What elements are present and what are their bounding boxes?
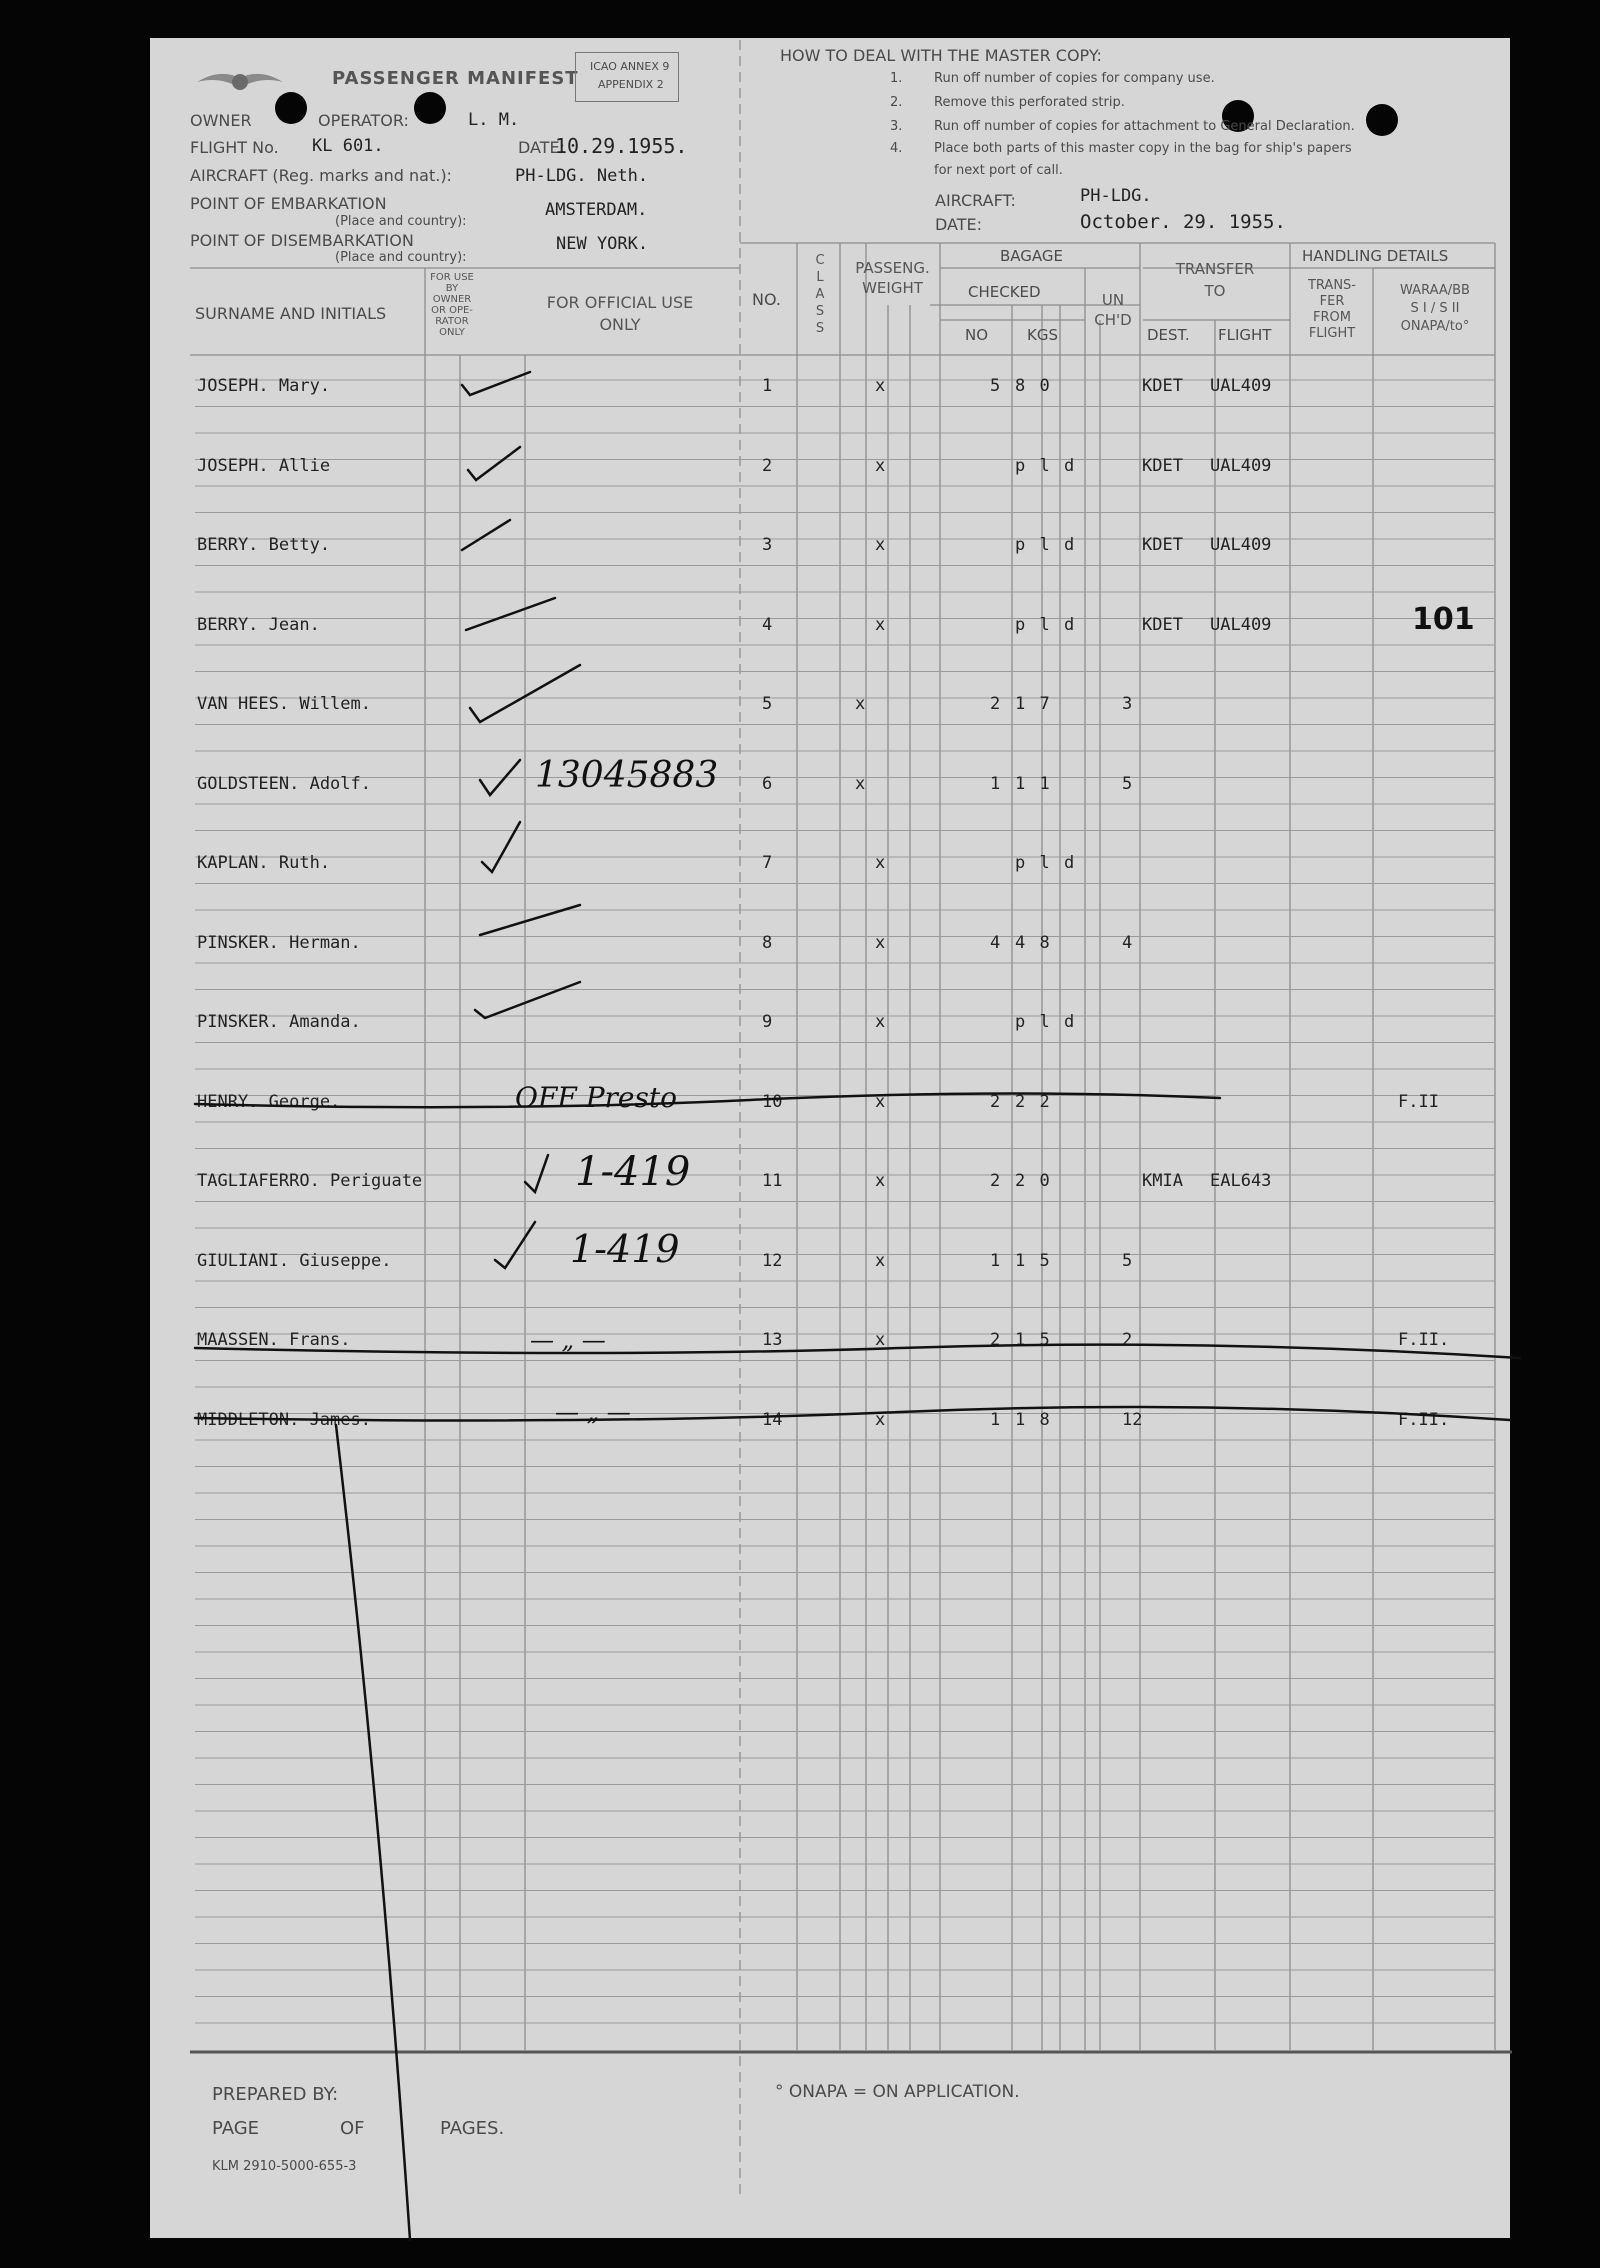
passenger-class: x	[855, 694, 866, 714]
passenger-name: GIULIANI. Giuseppe.	[197, 1250, 392, 1271]
passenger-class: x	[875, 455, 886, 476]
bag-kgs: 2 0	[1015, 1171, 1052, 1191]
col-kgs: KGS	[1027, 326, 1058, 344]
checkmark-icon	[462, 372, 530, 395]
handwritten-number: 13045883	[535, 755, 719, 796]
passenger-name: PINSKER. Herman.	[197, 932, 361, 953]
disembark-sub: (Place and country):	[335, 250, 467, 265]
bag-count: 1	[990, 1250, 1001, 1271]
checkmark-icon	[466, 598, 555, 630]
passenger-no: 1	[762, 376, 773, 396]
col-class-letter: C	[815, 253, 825, 268]
transfer-dest: KDET	[1142, 455, 1183, 476]
passenger-no: 12	[762, 1250, 783, 1271]
checkmark-icon	[482, 822, 520, 872]
strikethrough-line	[195, 1345, 1520, 1358]
passenger-name: KAPLAN. Ruth.	[197, 853, 331, 873]
col-transfer-line: TRANSFER	[1175, 260, 1255, 278]
checkmark-icon	[480, 905, 580, 935]
passenger-no: 13	[762, 1330, 783, 1350]
passenger-class: x	[855, 773, 866, 794]
bag-kgs: 1 5	[1015, 1330, 1052, 1350]
bag-unchecked: 12	[1122, 1409, 1143, 1430]
instruction-text: Remove this perforated strip.	[934, 95, 1125, 110]
bag-unchecked: 5	[1122, 773, 1133, 794]
col-passeng-line: WEIGHT	[862, 279, 923, 297]
instruction-text: Run off number of copies for company use.	[934, 71, 1215, 86]
bag-unchecked: 5	[1122, 1250, 1133, 1271]
checkmark-icon	[462, 520, 510, 550]
col-flight: FLIGHT	[1218, 326, 1272, 344]
col-passeng-line: PASSENG.	[855, 259, 930, 277]
passenger-class: x	[875, 1171, 886, 1191]
onapa-note: ° ONAPA = ON APPLICATION.	[775, 2082, 1020, 2102]
passenger-name: TAGLIAFERRO. Periguate	[197, 1171, 423, 1191]
passenger-no: 6	[762, 773, 773, 794]
passenger-class: x	[875, 1330, 886, 1350]
passenger-no: 11	[762, 1171, 783, 1191]
col-official-line: ONLY	[599, 315, 641, 334]
passenger-no: 5	[762, 694, 773, 714]
handwritten-note: OFF Presto	[515, 1081, 677, 1114]
instruction-num: 3.	[890, 119, 903, 134]
passenger-no: 8	[762, 932, 773, 953]
bag-kgs: 1 7	[1015, 694, 1052, 714]
form-code: KLM 2910-5000-655-3	[212, 2159, 357, 2174]
aircraft-value: PH-LDG. Neth.	[515, 166, 649, 186]
copy-aircraft-label: AIRCRAFT:	[935, 191, 1016, 210]
bag-count: 1	[990, 773, 1001, 794]
transfer-dest: KDET	[1142, 535, 1183, 555]
manifest-title: PASSENGER MANIFEST	[332, 68, 579, 89]
passenger-no: 9	[762, 1012, 773, 1032]
bag-count: 2	[990, 1091, 1001, 1112]
flight-label: FLIGHT No.	[190, 138, 279, 157]
passenger-name: JOSEPH. Mary.	[197, 376, 331, 396]
passenger-name: GOLDSTEEN. Adolf.	[197, 773, 371, 794]
instruction-text: Place both parts of this master copy in the bag for ship's papers	[934, 141, 1352, 156]
col-waraa-line: WARAA/BB	[1400, 283, 1470, 298]
col-class-letter: L	[816, 270, 824, 285]
owner-value: L. M.	[468, 110, 520, 130]
passenger-name: HENRY. George.	[197, 1091, 341, 1112]
bag-kgs: 1 1	[1015, 773, 1052, 794]
handwritten-note: 1-419	[575, 1149, 691, 1195]
col-bagage: BAGAGE	[1000, 247, 1064, 265]
bag-count: 2	[990, 1330, 1001, 1350]
embark-value: AMSTERDAM.	[545, 200, 648, 220]
disembark-value: NEW YORK.	[556, 234, 649, 254]
col-unchd-line: CH'D	[1094, 311, 1132, 329]
checkmark-icon	[475, 982, 580, 1018]
bag-kgs: p l d	[1015, 455, 1077, 476]
passenger-name: MAASSEN. Frans.	[197, 1330, 351, 1350]
page-label: PAGE	[212, 2118, 260, 2139]
col-owner-use-line: BY	[445, 283, 459, 294]
transfer-dest: KDET	[1142, 376, 1183, 396]
instruction-num: 1.	[890, 71, 903, 86]
handling-detail: F.II.	[1398, 1409, 1450, 1430]
bag-kgs: 2 2	[1015, 1091, 1052, 1112]
bag-kgs: p l d	[1015, 1012, 1077, 1032]
passenger-name: BERRY. Jean.	[197, 614, 320, 635]
bag-kgs: 4 8	[1015, 932, 1052, 953]
passenger-name: PINSKER. Amanda.	[197, 1012, 361, 1032]
col-class-letter: S	[815, 304, 825, 319]
bag-kgs: 1 5	[1015, 1250, 1052, 1271]
col-handling: HANDLING DETAILS	[1302, 247, 1449, 265]
col-transfer-line: TO	[1204, 282, 1226, 300]
passenger-class: x	[875, 1012, 886, 1032]
transfer-flight: EAL643	[1210, 1171, 1272, 1191]
col-waraa-line: S I / S II	[1410, 301, 1460, 316]
transfer-flight: UAL409	[1210, 376, 1272, 396]
passenger-class: x	[875, 853, 886, 873]
bag-count: 2	[990, 694, 1001, 714]
aircraft-label: AIRCRAFT (Reg. marks and nat.):	[190, 166, 452, 185]
annex-line1: ICAO ANNEX 9	[590, 60, 670, 73]
transfer-flight: UAL409	[1210, 614, 1272, 635]
passenger-class: x	[875, 376, 886, 396]
copy-aircraft-value: PH-LDG.	[1080, 186, 1152, 206]
col-owner-use-line: OWNER	[432, 294, 472, 305]
checkmark-icon	[495, 1222, 535, 1268]
passenger-class: x	[875, 1250, 886, 1271]
col-bag-no: NO	[965, 326, 989, 344]
col-checked: CHECKED	[968, 283, 1041, 301]
passenger-name: VAN HEES. Willem.	[197, 694, 371, 714]
handwritten-note: — „ —	[555, 1398, 631, 1426]
handwritten-note: — „ —	[530, 1326, 606, 1354]
col-class-letter: S	[815, 321, 825, 336]
embark-label: POINT OF EMBARKATION	[190, 194, 387, 213]
prepared-by-label: PREPARED BY:	[212, 2084, 339, 2105]
passenger-name: MIDDLETON. James.	[197, 1409, 371, 1430]
checkmark-icon	[468, 447, 520, 480]
copy-date-value: October. 29. 1955.	[1080, 211, 1286, 233]
instruction-text: for next port of call.	[934, 163, 1063, 178]
instruction-text: Run off number of copies for attachment to General Declaration.	[934, 119, 1355, 134]
transfer-dest: KMIA	[1142, 1171, 1183, 1191]
bag-kgs: 1 8	[1015, 1409, 1052, 1430]
bag-unchecked: 3	[1122, 694, 1133, 714]
col-surname: SURNAME AND INITIALS	[195, 304, 387, 323]
transfer-flight: UAL409	[1210, 455, 1272, 476]
col-transfer-from-line: FER	[1319, 294, 1345, 309]
transfer-dest: KDET	[1142, 614, 1183, 635]
pages-label: PAGES.	[440, 2118, 505, 2139]
checkmark-icon	[470, 665, 580, 722]
passenger-name: BERRY. Betty.	[197, 535, 331, 555]
col-owner-use-line: RATOR	[435, 316, 469, 327]
bag-kgs: p l d	[1015, 614, 1077, 635]
passenger-name: JOSEPH. Allie	[197, 455, 331, 476]
bag-unchecked: 2	[1122, 1330, 1133, 1350]
passenger-no: 2	[762, 455, 773, 476]
col-owner-use-line: OR OPE-	[431, 305, 473, 316]
col-official-line: FOR OFFICIAL USE	[546, 293, 694, 312]
passenger-no: 10	[762, 1091, 783, 1112]
col-unchd-line: UN	[1101, 291, 1125, 309]
col-owner-use-line: ONLY	[439, 327, 465, 338]
transfer-flight: UAL409	[1210, 535, 1272, 555]
date-value: 10.29.1955.	[555, 134, 688, 158]
date-label: DATE:	[518, 138, 566, 157]
passenger-class: x	[875, 614, 886, 635]
operator-label: OPERATOR:	[318, 111, 409, 130]
passenger-class: x	[875, 1409, 886, 1430]
passenger-class: x	[875, 932, 886, 953]
passenger-no: 14	[762, 1409, 783, 1430]
bag-kgs: p l d	[1015, 853, 1077, 873]
owner-label: OWNER	[190, 111, 252, 130]
handling-detail: F.II	[1398, 1091, 1439, 1112]
col-transfer-from-line: FLIGHT	[1308, 326, 1356, 341]
bag-count: 2	[990, 1171, 1001, 1191]
bag-count: 4	[990, 932, 1001, 953]
strikethrough-line	[195, 1093, 1220, 1107]
checkmark-icon	[480, 760, 520, 795]
col-owner-use-line: FOR USE	[430, 272, 474, 283]
passenger-class: x	[875, 535, 886, 555]
bag-kgs: 8 0	[1015, 376, 1052, 396]
passenger-no: 7	[762, 853, 773, 873]
bag-count: 5	[990, 376, 1001, 396]
of-label: OF	[340, 2118, 365, 2139]
col-class-letter: A	[815, 287, 825, 302]
stamp-number: 101	[1412, 602, 1475, 637]
col-dest: DEST.	[1147, 326, 1190, 344]
col-transfer-from-line: TRANS-	[1307, 278, 1356, 293]
bag-kgs: p l d	[1015, 535, 1077, 555]
col-transfer-from-line: FROM	[1313, 310, 1351, 325]
passenger-class: x	[875, 1091, 886, 1112]
handwritten-note: 1-419	[570, 1227, 680, 1271]
embark-sub: (Place and country):	[335, 214, 467, 229]
flight-value: KL 601.	[312, 136, 384, 156]
instruction-num: 2.	[890, 95, 903, 110]
bag-unchecked: 4	[1122, 932, 1133, 953]
annex-line2: APPENDIX 2	[598, 78, 664, 91]
instruction-num: 4.	[890, 141, 903, 156]
handling-detail: F.II.	[1398, 1330, 1450, 1350]
passenger-no: 4	[762, 614, 773, 635]
col-no: NO.	[752, 290, 781, 309]
bag-count: 1	[990, 1409, 1001, 1430]
disembark-label: POINT OF DISEMBARKATION	[190, 231, 414, 250]
strikethrough-line	[195, 1407, 1510, 1420]
passenger-no: 3	[762, 535, 773, 555]
checkmark-icon	[525, 1155, 548, 1192]
instructions-title: HOW TO DEAL WITH THE MASTER COPY:	[780, 46, 1102, 65]
col-waraa-line: ONAPA/to°	[1400, 319, 1470, 334]
copy-date-label: DATE:	[935, 215, 983, 234]
